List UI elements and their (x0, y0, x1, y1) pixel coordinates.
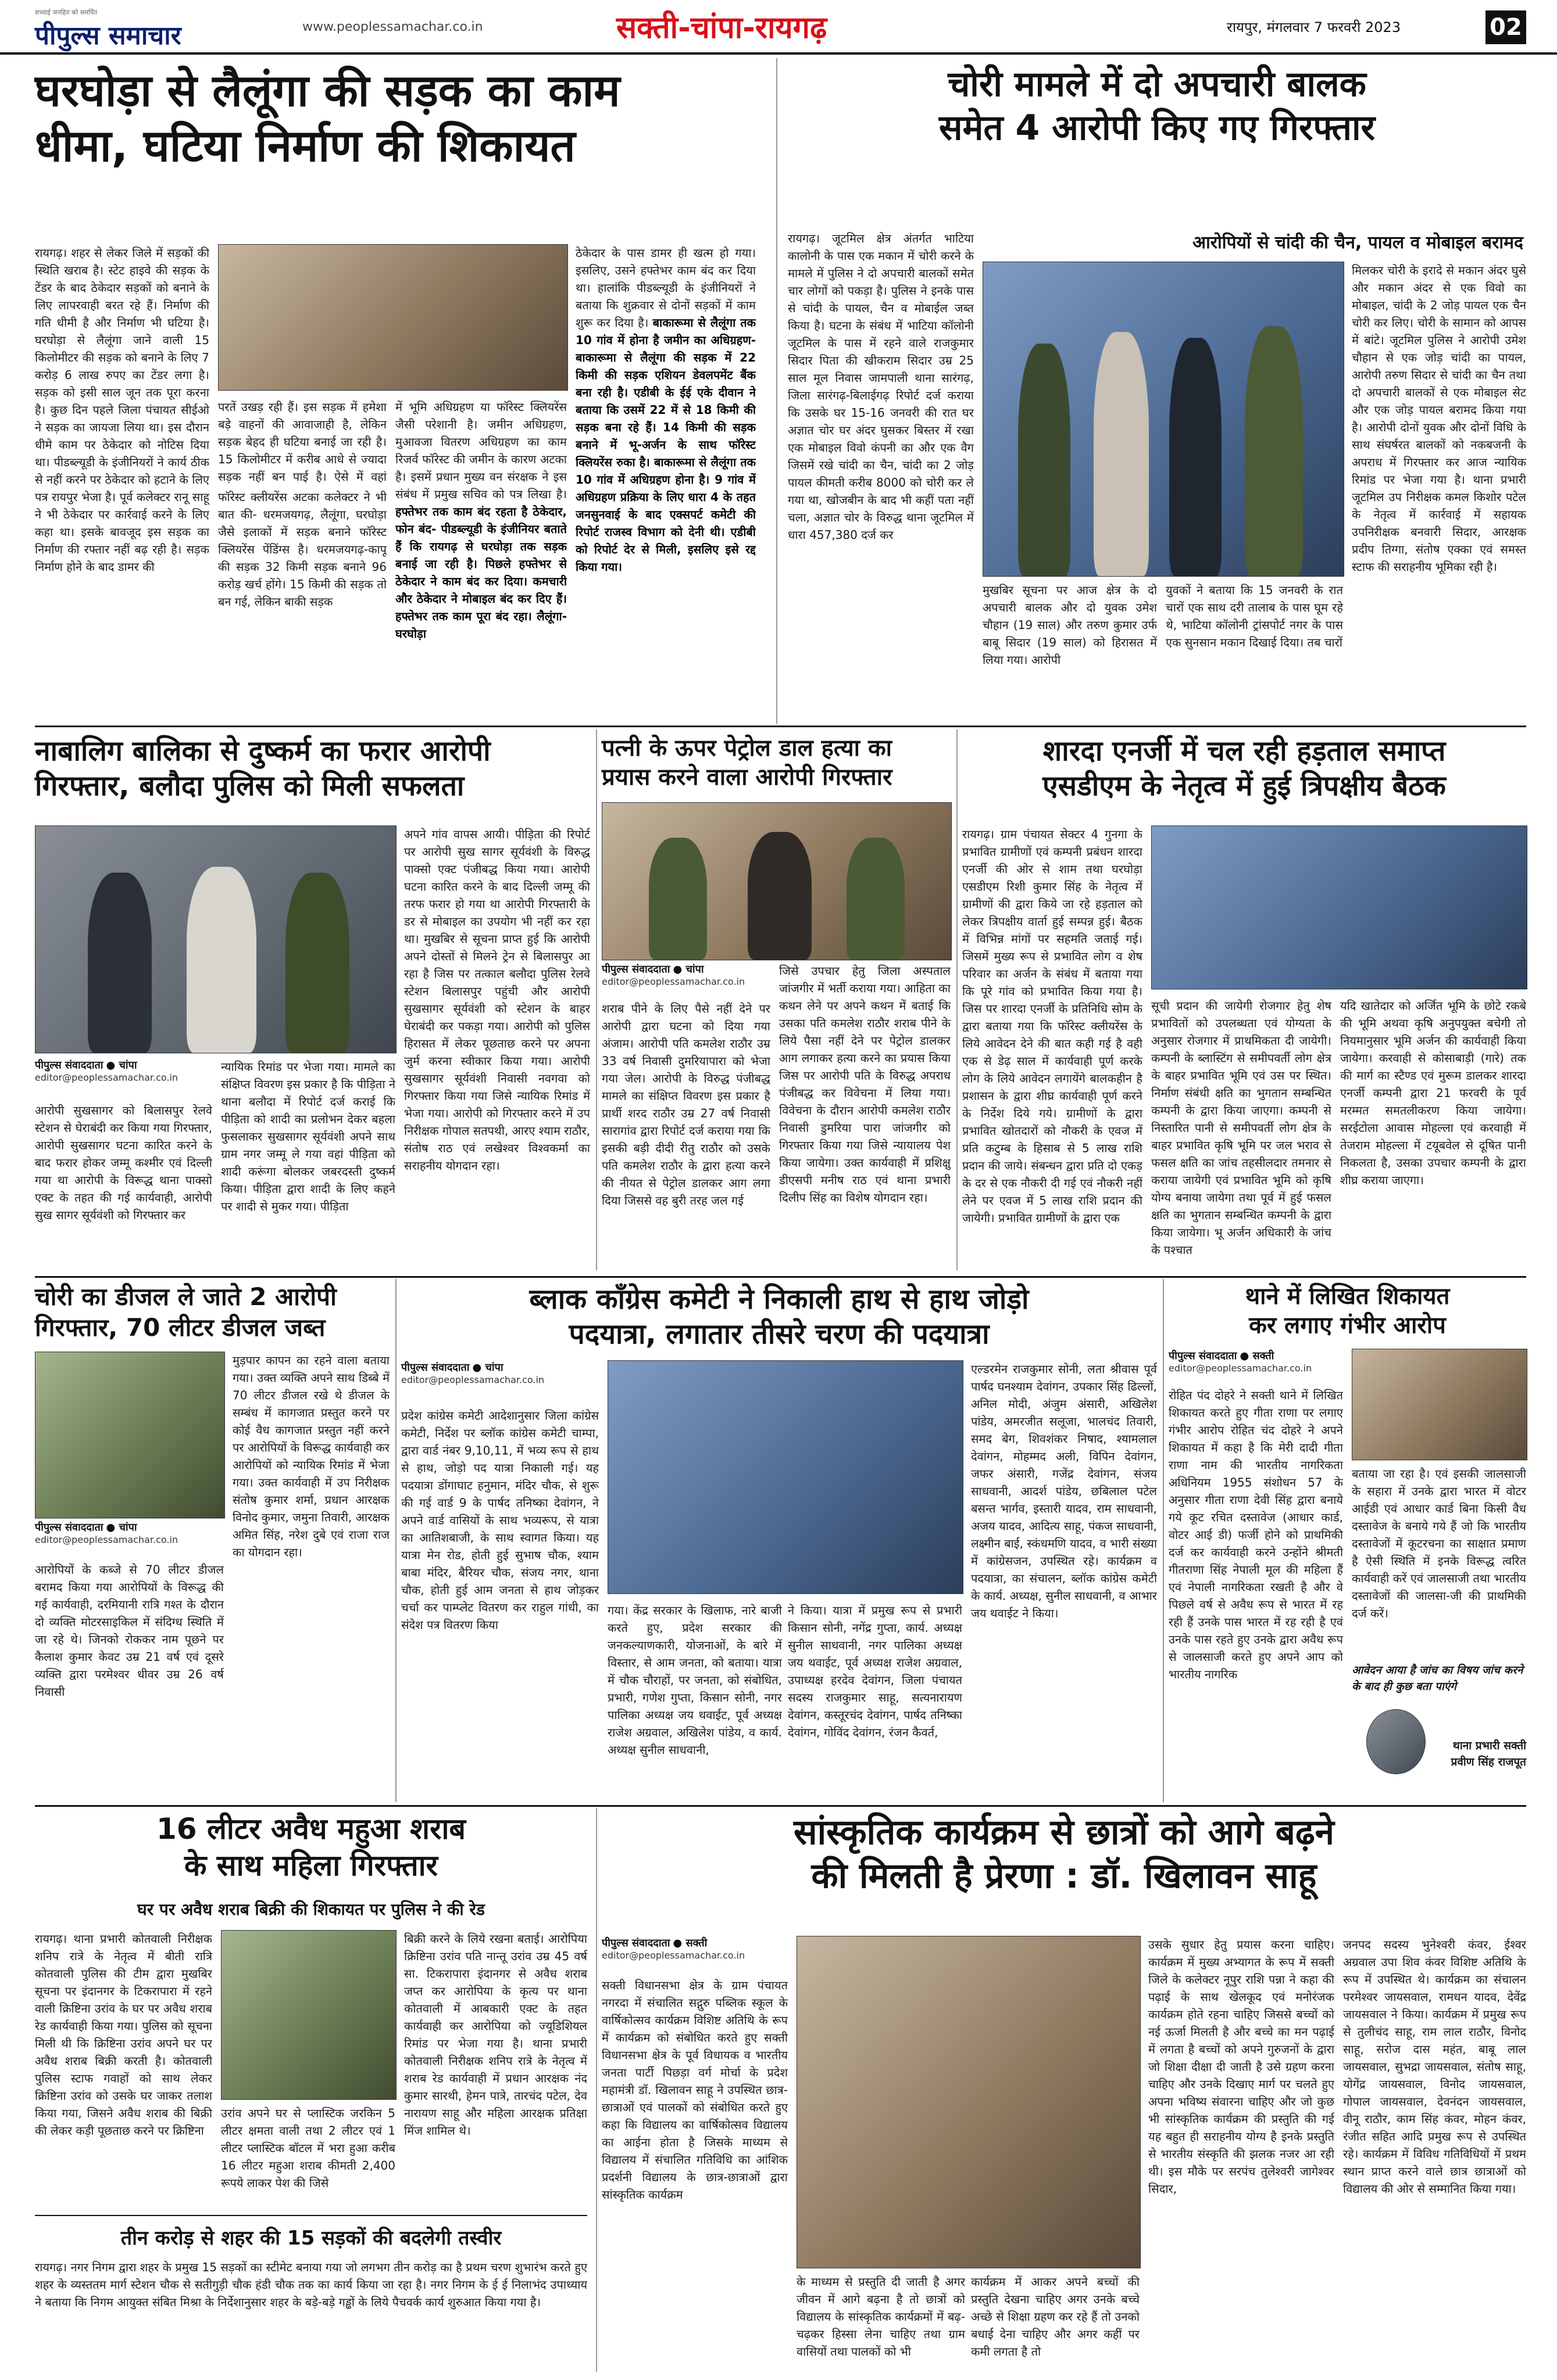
headline-line-1: घरघोड़ा से लैलूंगा की सड़क का काम (35, 65, 620, 116)
byline-separator: ● (673, 1937, 686, 1949)
byline-author: पीपुल्स संवाददाता (401, 1361, 470, 1374)
byline-separator: ● (106, 1059, 119, 1071)
byline (1169, 1349, 1343, 1374)
headline-line-2: एसडीएम के नेतृत्व में हुई त्रिपक्षीय बैठक (1042, 770, 1446, 802)
column-divider (1163, 1279, 1164, 1802)
accused-photo (602, 802, 952, 960)
article-column: मिलकर चोरी के इरादे से मकान अंदर घुसे और मकान अंदर से एक विवो का मोबाइल, चांदी के 2 जोड़ पायल एक चैन चोरी कर लिए। चोरी के सामान को आपस में बांटे। जूटमिल पुलिस ने आरोपी उमेश चौहान से एक जोड़ चांदी का पायल, आरोपी तरुण सिदार से चांदी का चैन तथा दो अपचारी बालकों से एक मोबाइल सेट और एक जोड़ पायल बरामद किया गया है। आरोपी दोनों युवक और दोनों विधि के साथ संघर्षरत बालकों को नकबजनी के अपराध में गिरफ्तार कर आज न्यायिक रिमांड पर भेजा गया है। थाना प्रभारी जूटमिल उप निरीक्षक कमल किशोर पटेल के नेतृत्व में कार्रवाई में सहायक उपनिरीक्षक बनवारी सिदार, आरक्षक प्रदीप तिग्गा, संतोष एक्का एवं समस्त स्टाफ की सराहनीय भूमिका रही है। (1352, 263, 1526, 574)
article-column: सूची प्रदान की जायेगी रोजगार हेतु शेष प्रभावितों को उपलब्धता एवं योग्यता के अनुसार रोजगार में प्राथमिकता दी जायेगी। कम्पनी के ब्लास्टिंग से समीपवर्ती लोग क्षेत्र के बाहर प्रभावित भूमि एवं उस पर स्थित। निर्माण संबंधी क्षति का भुगतान सम्बन्धित कम्पनी के द्वारा किया जाएगा। कम्पनी से निस्तारित पानी से समीपवर्ती लोग क्षेत्र के बाहर प्रभावित कृषि भूमि पर जल भराव से फसल क्षति का जांच तहसीलदार तमनार से कराया जायेगी एवं प्रभावित भूमि को कृषि योग्य बनाया जायेगा तथा पूर्व में हुई फसल क्षति का भुगतान सम्बन्धित कम्पनी के द्वारा किया जायेगा। भू अर्जन अधिकारी के जांच के पश्चात (1151, 999, 1331, 1257)
column-divider (596, 730, 597, 1270)
headline-line-2: कर लगाए गंभीर आरोप (1249, 1312, 1446, 1339)
paragraph: हफ्तेभर तक काम बंद रहता है ठेकेदार, फोन बंद- पीडब्ल्यूडी के इंजीनियर बताते हैं कि रायगढ़ से घरघोड़ा तक सड़क बनाई जा रही है। पिछले हफ्तेभर से ठेकेदार ने काम बंद कर दिया। कमचारी और ठेकेदार ने मोबाइल बंद कर दिए हैं। हफ्तेभर तक काम पूरा बंद रहा। लैलूंगा-घरघोड़ा (395, 505, 567, 641)
article-column: फॉरेस्ट क्लीयरेंस अटका कलेक्टर ने भी बात की- धरमजयगढ़, लैलूंगा, घरघोड़ा जैसे इलाकों में सड़क बनाने फॉरेस्ट क्लियरेंस पेंडिंग्स है। धरमजयगढ़-कापू की सड़क 32 किमी सड़क बनाने 96 करोड़ खर्च होंगे। 15 किमी की सड़क तो बन गई, लेकिन बाकी सड़क (218, 490, 387, 609)
headline-road-work[interactable] (35, 63, 767, 173)
officer-portrait (1366, 1709, 1426, 1774)
article-column: न्यायिक रिमांड पर भेजा गया। मामले का संक्षिप्त विवरण इस प्रकार है कि पीड़िता ने थाना बलौदा में रिपोर्ट दर्ज कराई कि पीड़िता को शादी का प्रलोभन देकर बहला फुसलाकर सुखसागर सूर्यवंशी अपने साथ ग्राम नगर जम्मू ले गया वहां पीड़िता को शादी करूंगा बोलकर जबरदस्ती दुष्कर्म किया। पीड़िता द्वारा शादी के लिए कहने पर शादी से मुकर गया। पीड़िता (221, 1060, 395, 1213)
headline-petrol-attack[interactable] (602, 734, 951, 792)
column-divider (956, 730, 958, 1270)
byline-email[interactable]: editor@peoplessamachar.co.in (602, 976, 745, 987)
byline-place: चांपा (485, 1361, 503, 1374)
paragraph: बाकारूमा से लैलूंगा तक 10 गांव में होना है जमीन का अधिग्रहण- बाकारूमा से लैलूंगा की सड़क में 22 किमी की सड़क एशियन डेवलपमेंट बैंक बना रही है। एडीबी के ईई एके दीवान ने बताया कि उसमें 22 में से 18 किमी की सड़क बना रहे हैं। 14 किमी की सड़क बनाने में भू-अर्जन के साथ फॉरेस्ट क्लियरेंस रुका है। बाकारूमा से लैलूंगा तक 10 गांव में अधिग्रहण होना है। 9 गांव में अधिग्रहण प्रक्रिया के लिए धारा 4 के तहत जनसुनवाई के बाद एक्सपर्ट कमेटी की रिपोर्ट राजस्व विभाग को देनी थी। एडीबी को रिपोर्ट देर से मिली, इसलिए इसे रद्द किया गया। (576, 316, 756, 574)
article-column: के माध्यम से प्रस्तुति दी जाती है अगर जीवन में आगे बढ़ना है तो छात्रों को विद्यालय के सांस्कृतिक कार्यक्रमों में बढ़-चढ़कर हिस्सा लेना चाहिए तथा ग्राम वासियों तथा पालकों को भी (797, 2275, 965, 2358)
section-divider (35, 1805, 1526, 1807)
article-column: मुखबिर सूचना पर आज क्षेत्र के दो अपचारी बालक और दो युवक उमेश चौहान (19 साल) और तरुण कुमार उर्फ बाबू सिदार (19 साल) को हिरासत में लिया गया। आरोपी (983, 583, 1157, 667)
section-divider (35, 1276, 1526, 1278)
accused-photo (35, 826, 397, 1053)
headline-line-1: शारदा एनर्जी में चल रही हड़ताल समाप्त (1042, 735, 1446, 767)
headline-minor-assault[interactable] (35, 734, 593, 803)
section-divider (35, 726, 1526, 727)
article-column: उसके सुधार हेतु प्रयास करना चाहिए। कार्यक्रम में मुख्य अभ्यागत के रूप में सक्ती जिले के कलेक्टर नूपुर राशि पन्ना ने कहा की पढ़ाई के साथ खेलकूद एवं मनोरंजक कार्यक्रम होते रहना चाहिए जिससे बच्चों को नई ऊर्जा मिलती है और बच्चे का मन पढ़ाई में लगता है बच्चों को अपने गुरुजनों के द्वारा जो शिक्षा दीक्षा दी जाती है उसे ग्रहण करना चाहिए और उनके दिखाए मार्ग पर चलते हुए अपना भविष्य संवारना चाहिए और जो कुछ भी सांस्कृतिक कार्यक्रम की प्रस्तुति की गई यह बहुत ही सराहनीय योग्य है इनके प्रस्तुति से भारतीय संस्कृति की झलक नजर आ रही थी। इस मौके पर सरपंच तुलेश्वरी जागेश्वर सिदार, (1148, 1938, 1334, 2196)
byline-separator: ● (673, 963, 686, 975)
headline-line-1: सांस्कृतिक कार्यक्रम से छात्रों को आगे बढ़ने (794, 1812, 1334, 1853)
byline-email[interactable]: editor@peoplessamachar.co.in (602, 1950, 745, 1961)
byline-place: चांपा (119, 1521, 137, 1534)
byline (35, 1520, 224, 1545)
article-column: जिसे उपचार हेतु जिला अस्पताल जांजगीर में भर्ती कराया गया। आहिता का कथन लेने पर अपने कथन में बताई कि उसका पति कमलेश राठौर शराब पीने के लिये पैसा नहीं देने पर पेट्रोल डालकर आग लगाकर हत्या करने का प्रयास किया जिस पर आरोपी पति के विरुद्ध अपराध पंजीबद्ध कर विवेचना में लिया गया। विवेचना के दौरान आरोपी कमलेश राठौर निवासी डुमरिया पारा जांजगीर को गिरफ्तार किया गया जिसे न्यायालय पेश किया जायेगा। उक्त कार्यवाही में प्रशिक्षु डीएसपी मनीष राठ एवं थाना प्रभारी दिलीप सिंह का विशेष योगदान रहा। (779, 964, 951, 1205)
article-column: रायगढ़। नगर निगम द्वारा शहर के प्रमुख 15 सड़कों का स्टीमेट बनाया गया जो लगभग तीन करोड़ का है प्रथम चरण शुभारंभ करते हुए शहर के व्यस्ततम मार्ग स्टेशन चौक से सतीगुड़ी चौक हंडी चौक तक का कार्य किया जा रहा है। नगर निगम के ई ई निलाभंद उपाध्याय ने बताया कि निगम आयुक्त संबित मिश्रा के निर्देशानुसार शहर के बड़े-बड़े गड्ढों के लिये पैचवर्क कार्य शुरुआत किया गया है। (35, 2260, 587, 2309)
headline-line-2: गिरफ्तार, बलौदा पुलिस को मिली सफलता (35, 770, 465, 802)
byline-place: सक्ती (685, 1937, 708, 1949)
headline-diesel-theft[interactable] (35, 1282, 384, 1343)
byline-author: पीपुल्स संवाददाता (602, 963, 670, 975)
byline-author: पीपुल्स संवाददाता (602, 1937, 670, 1949)
attribution-name: प्रवीण सिंह राजपूत (1451, 1755, 1526, 1768)
headline-line-1: नाबालिग बालिका से दुष्कर्म का फरार आरोपी (35, 735, 491, 767)
quote-attribution (1430, 1738, 1526, 1770)
road-photo (218, 244, 568, 391)
headline-police-complaint[interactable] (1169, 1282, 1526, 1340)
subheadline: तीन करोड़ से शहर की 15 सड़कों की बदलेगी तस्वीर (120, 2227, 502, 2250)
article-column: युवकों ने बताया कि 15 जनवरी के रात चारों एक साथ दरी तालाब के पास घूम रहे थे, भाटिया कॉलोनी ट्रांसपोर्ट नगर के पास एक सुनसान मकान दिखाई दिया। तब चारों (1166, 583, 1343, 649)
byline-email[interactable]: editor@peoplessamachar.co.in (35, 1072, 178, 1083)
subheadline: घर पर अवैध शराब बिक्री की शिकायत पर पुलिस ने की रेड (137, 1900, 485, 1919)
dateline: रायपुर, मंगलवार 7 फरवरी 2023 (1227, 19, 1401, 35)
event-photo (797, 1936, 1141, 2268)
article-column: ने किया। यात्रा में प्रमुख रूप से प्रभारी किसान सोनी, नगेंद्र गुप्ता, कार्य. अध्यक्ष सुनील साधवानी, नगर पालिका अध्यक्ष जय थवाईट, पूर्व अध्यक्ष राजेश अग्रवाल, उपाध्यक्ष हरदेव देवांगन, जिला पंचायत सदस्य राजकुमार साहू, सत्यनारायण देवांगन, कस्तूरचंद देवांगन, पार्षद तनिष्का देवांगन, गोविंद देवांगन, रंजन कैवर्त, (788, 1603, 962, 1739)
article-column: आरोपी सुखसागर को बिलासपुर रेलवे स्टेशन से घेराबंदी कर किया गया गिरफ्तार, आरोपी सुखसागर घटना कारित करने के बाद फरार होकर जम्मू कश्मीर एवं दिल्ली गया था आरोपी के विरूद्ध थाना पाक्सो एक्ट के तहत की गई कार्यवाही, आरोपी सुख सागर सूर्यवंशी को गिरफ्तार कर (35, 1103, 212, 1222)
article-column: जनपद सदस्य भुनेश्वरी कंवर, ईश्वर अग्रवाल उपा शिव कंवर विशिष्ट अतिथि के रूप में उपस्थित थे। कार्यक्रम का संचालन परमेश्वर जायसवाल, रामधन यादव, देवेंद्र जायसवाल ने किया। कार्यक्रम में प्रमुख रूप से तुलीचंद साहू, राम लाल राठौर, विनोद साहू, सरोज दास महंत, बाबू लाल जायसवाल, सुभद्रा जायसवाल, संतोष साहू, योगेंद्र जायसवाल, विनोद जायसवाल, गोपाल जायसवाल, देवनंदन जायसवाल, वीनू राठौर, काम सिंह कंवर, मोहन कंवर, रंजीत सहित आदि प्रमुख रूप से उपस्थित रहे। कार्यक्रम में विविध गतिविधियों में प्रथम स्थान प्राप्त करने वाले छात्र छात्राओं को विद्यालय की ओर से सम्मानित किया गया। (1343, 1938, 1526, 2196)
headline-liquor-seizure[interactable] (35, 1811, 587, 1884)
article-column: मुड़पार कापन का रहने वाला बताया गया। उक्त व्यक्ति अपने साथ डिब्बे में 70 लीटर डीजल रखे थे डीजल के सम्बंध में कागजात प्रस्तुत करने पर कोई वैध कागजात प्रस्तुत नहीं करने पर आरोपियों के विरूद्ध कार्यवाही कर आरोपियों को न्यायिक रिमांड में भेजा गया। उक्त कार्यवाही में उप निरीक्षक संतोष कुमार शर्मा, प्रधान आरक्षक विनोद कुमार, जमुना तिवारी, आरक्षक अमित सिंह, नरेश दुबे एवं राजा राज का योगदान रहा। (233, 1353, 390, 1559)
logo-tagline: सच्चाई जनहित को समर्पित (35, 9, 98, 16)
byline-email[interactable]: editor@peoplessamachar.co.in (35, 1534, 178, 1545)
column-divider (596, 1808, 597, 2372)
seized-diesel-photo (35, 1352, 225, 1518)
attribution-title: थाना प्रभारी सक्ती (1452, 1739, 1526, 1752)
newspaper-logo (35, 8, 181, 52)
byline-email[interactable]: editor@peoplessamachar.co.in (401, 1374, 545, 1385)
headline-line-2: पदयात्रा, लगातार तीसरे चरण की पदयात्रा (569, 1318, 990, 1350)
website-url[interactable]: www.peoplessamachar.co.in (302, 20, 483, 34)
byline-author: पीपुल्स संवाददाता (35, 1521, 103, 1534)
column-divider (776, 58, 777, 724)
headline-line-2: समेत 4 आरोपी किए गए गिरफ्तार (938, 108, 1376, 148)
article-column (395, 398, 567, 721)
headline-line-2: गिरफ्तार, 70 लीटर डीजल जब्त (35, 1313, 326, 1342)
headline-line-1: थाने में लिखित शिकायत (1245, 1283, 1450, 1310)
article-column: उरांव अपने घर से प्लास्टिक जरकिन 5 लीटर क्षमता वाली तथा 2 लीटर एवं 1 लीटर प्लास्टिक बॉटल में भरा हुआ करीब 16 लीटर महुआ शराब कीमती 2,400 रूपये लाकर पेश की जिसे (221, 2106, 395, 2190)
page-number: 02 (1485, 10, 1526, 44)
quote-caption: आवेदन आया है जांच का विषय जांच करने के बाद ही कुछ बता पाएंगे (1352, 1664, 1523, 1693)
accused-photo (983, 262, 1344, 577)
headline-line-1: 16 लीटर अवैध महुआ शराब (156, 1812, 466, 1846)
article-column: एल्डरमेन राजकुमार सोनी, लता श्रीवास पूर्व पार्षद घनश्याम देवांगन, उपकार सिंह ढिल्लों, अनिल मोदी, अंजुम अंसारी, अखिलेश पांडेय, अमरजीत सलूजा, भालचंद तिवारी, समद बेग, शिवशंकर निषाद, श्यामलाल देवांगन, मोहम्मद अली, विपिन देवांगन, जफर अंसारी, गजेंद्र देवांगन, संजय साधवानी, आदर्श पांडेय, छबिलाल पटेल बसन्त भार्गव, इस्तारी यादव, राम साधवानी, अजय यादव, आदित्य साहू, पंकज साधवानी, लक्ष्मीन बाई, स्कंधमणि यादव, व भारी संख्या में कांग्रेसजन, उपस्थित रहे। कार्यक्रम व पदयात्रा, का संचालन, ब्लॉक कांग्रेस कमेटी के कार्य. अध्यक्ष, सुनील साधवानी, व आभार जय थवाईट ने किया। (971, 1362, 1157, 1620)
meeting-photo (1151, 826, 1527, 989)
section-divider (35, 2215, 587, 2216)
article-column: कार्यक्रम में आकर अपने बच्चों की प्रस्तुति देखना चाहिए अगर उनके बच्चे अच्छे से शिक्षा ग्रहण कर रहे हैं तो उनको बधाई देना चाहिए और अगर कहीं पर कमी लगता है तो (971, 2275, 1140, 2358)
headline-cultural-program[interactable] (602, 1811, 1526, 1898)
byline-separator: ● (472, 1361, 485, 1374)
headline-line-1: पत्नी के ऊपर पेट्रोल डाल हत्या का (602, 735, 892, 762)
byline-author: पीपुल्स संवाददाता (1169, 1350, 1237, 1362)
rally-photo (608, 1360, 963, 1594)
column-divider (395, 1279, 397, 1802)
article-column: रायगढ़। ग्राम पंचायत सेक्टर 4 गुनगा के प्रभावित ग्रामीणों एवं कम्पनी प्रबंधन शारदा एनर्जी की ओर से शाम तथा घरघोड़ा एसडीएम रिशी कुमार सिंह के नेतृत्व में ग्रामीणों की द्वारा किये जा रहे हड़ताल को लेकर त्रिपक्षीय वार्ता हुई सम्पन्न हुई। बैठक में विभिन्न मांगों पर सहमति जताई गई। जिसमें मुख्य रूप से प्रभावित लोग व शेष परिवार का अर्जन के संबंध में बताया गया कि पूरे गांव को प्रभावित किया गया है। जिस पर शारदा एनर्जी के प्रतिनिधि सोम के द्वारा बताया गया कि फॉरेस्ट क्लीयरेंस के लिये आवेदन देने की बात कही गई है वही एक से डेढ़ साल में कार्यवाही पूर्ण करके लोग के लिये आवेदन लगायेंगे बालकहीन है प्रशासन के द्वारा शीघ्र कार्यवाही पूर्ण करने के निर्देश दिये गये। ग्रामीणों के द्वारा प्रभावित खोतदारों को नौकरी के एवज में प्रति कटुम्ब के हिसाब से 5 लाख राशि प्रदान की जाये। संबन्धन द्वारा प्रति दो एकड़ के दर से एक नौकरी दी गई एवं नौकरी नहीं लेने पर एवज में 5 लाख राशि प्रदान की जायेगी। प्रभावित ग्रामीणों के द्वारा एक (962, 827, 1142, 1225)
byline-place: चांपा (119, 1059, 137, 1071)
liquor-photo (221, 1930, 397, 2100)
article-column: बताया जा रहा है। एवं इसकी जालसाजी के सहारा में उनके द्वारा भारत में वोटर आईडी एवं आधार कार्ड बिना किसी वैध दस्तावेज के बनाये गये हैं जो कि भारतीय दस्तावेजों में कूटरचना का साक्षात प्रमाण है ऐसी स्थिति में इनके विरूद्ध त्वरित कार्यवाही करें एवं जालसाजी तथा भारतीय दस्तावेजों की जालसा-जी की प्राथमिकी दर्ज करें। (1352, 1467, 1526, 1620)
paragraph: में भूमि अधिग्रहण या फॉरेस्ट क्लियरेंस जैसी परेशानी है। जमीन अधिग्रहण, मुआवजा वितरण अधिग्रहण का काम रिजर्व फॉरेस्ट की जमीन के कारण अटका है। इसमें प्रधान मुख्य वन संरक्षक ने इस संबंध में प्रमुख सचिव को पत्र लिखा है। (395, 400, 567, 501)
article-column: परतें उखड़ रही हैं। इस सड़क में हमेशा बड़े वाहनों की आवाजाही है, लेकिन सड़क बेहद ही घटिया बनाई जा रही है। 15 किलोमीटर में करीब आधे से ज्यादा सड़क नहीं बन पाई है। ऐसे में वहां (218, 400, 387, 484)
headline-congress-padyatra[interactable] (401, 1282, 1157, 1352)
paragraph: ठेकेदार के पास डामर ही खत्म हो गया। इसलिए, उसने हफ्तेभर काम बंद कर दिया था। हालांकि पीडब्ल्यूडी के इंजीनियरों ने बताया कि शुक्रवार से दोनों सड़कों में काम शुरू कर दिया है। (576, 246, 756, 330)
headline-line-1: चोरी का डीजल ले जाते 2 आरोपी (35, 1282, 337, 1311)
article-column: रायगढ़। शहर से लेकर जिले में सड़कों की स्थिति खराब है। स्टेट हाइवे की सड़क के टेंडर के बाद ठेकेदार सड़कों को बनाने के लिए लापरवाही बरत रहे हैं। निर्माण की गति धीमी है और निर्माण भी घटिया है। घरघोड़ा से लैलूंगा जाने वाली 15 किलोमीटर की सड़क को बनाने के लिए 7 करोड़ 6 लाख रुपए का टेंडर लगा है। सड़क को इसी साल जून तक पूरा करना है। कुछ दिन पहले जिला पंचायत सीईओ ने सड़क का जायजा लिया था। इस दौरान धीमे काम पर ठेकेदार को नोटिस दिया था। पीडब्ल्यूडी के इंजीनियरों ने कार्य ठीक से नहीं करने पर ठेकेदार को हटाने के लिए पत्र रायपुर भेजा है। पूर्व कलेक्टर रानू साहू ने भी ठेकेदार पर कार्रवाई करने के लिए कहा था। इसके बावजूद इस सड़क का निर्माण की रफ्तार नहीं बढ़ रही है। सड़क निर्माण होने के बाद डामर की (35, 246, 209, 574)
article-column: शराब पीने के लिए पैसे नहीं देने पर आरोपी द्वारा घटना को दिया गया अंजाम। आरोपी पति कमलेश राठौर उम्र 33 वर्ष निवासी दुमरियापारा को भेजा गया जेल। आरोपी के विरुद्ध पंजीबद्ध मामले का संक्षिप्त विवरण इस प्रकार है प्रार्थी शरद राठौर उम्र 27 वर्ष निवासी सारागांव द्वारा रिपोर्ट दर्ज कराया गया कि इसकी बड़ी दीदी रीतु राठौर को उसके पति कमलेश राठौर के द्वारा हत्या करने की नीयत से पेट्रोल डालकर आग लगा दिया जिससे वह बुरी तरह जल गई (602, 1002, 770, 1207)
headline-strike-ends[interactable] (962, 734, 1526, 803)
logo-text: पीपुल्स समाचार (35, 21, 181, 51)
byline (602, 1936, 788, 1961)
headline-line-2: के साथ महिला गिरफ्तार (184, 1848, 438, 1882)
article-column: प्रदेश कांग्रेस कमेटी आदेशानुसार जिला कांग्रेस कमेटी, निर्देश पर ब्लॉक कांग्रेस कमेटी चाम्पा, द्वारा वार्ड नंबर 9,10,11, में भव्य रूप से हाथ से हाथ, जोड़ो पद यात्रा निकाली गई। यह पदयात्रा डोंगाघाट हनुमान, मंदिर चौक, से शुरू की गई वार्ड 9 के पार्षद तनिष्का देवांगन, ने अपने वार्ड वासियों के साथ भव्यरूप, से यात्रा का आतिशबाजी, के साथ स्वागत किया। यह यात्रा मेन रोड, होती हुई सुभाष चौक, श्याम बाबा मंदिर, बैरियर चौक, संजय नगर, थाना चौक, होती हुई आम जनता से हाथ जोड़कर चर्चा कर पाम्प्लेट वितरण कर राहुल गांधी, का संदेश पत्र वितरण किया (401, 1409, 599, 1632)
headline-line-2: की मिलती है प्रेरणा : डॉ. खिलावन साहू (811, 1856, 1317, 1896)
headline-line-2: प्रयास करने वाला आरोपी गिरफ्तार (602, 764, 892, 791)
article-column: आरोपियों के कब्जे से 70 लीटर डीजल बरामद किया गया आरोपियों के विरूद्ध की गई कार्यवाही, दरमियानी रात्रि गश्त के दौरान दो व्यक्ति मोटरसाइकिल में संदिग्ध स्थिति में जा रहे थे। जिनको रोककर नाम पूछने पर कैलाश कुमार केवट उम्र 21 वर्ष एवं दूसरे व्यक्ति द्वारा परमेश्वर धीवर उम्र 26 वर्ष निवासी (35, 1563, 224, 1699)
byline-separator: ● (106, 1521, 119, 1534)
byline (401, 1360, 599, 1385)
section-title: सक्ती-चांपा-रायगढ़ (616, 10, 827, 45)
subheadline: आरोपियों से चांदी की चैन, पायल व मोबाइल बरामद (1192, 233, 1523, 253)
article-column: सक्ती विधानसभा क्षेत्र के ग्राम पंचायत नगरदा में संचालित सद्गुरु पब्लिक स्कूल के वार्षिकोत्सव कार्यक्रम विशिष्ट अतिथि के रूप में कार्यक्रम को संबोधित करते हुए सक्ती विधानसभा क्षेत्र के पूर्व विधायक व भारतीय जनता पार्टी पिछड़ा वर्ग मोर्चा के प्रदेश महामंत्री डॉ. खिलावन साहू ने उपस्थित छात्र-छात्राओं एवं पालकों को संबोधित करते हुए कहा कि विद्यालय का वार्षिकोत्सव विद्यालय का आईना होता है जिसके माध्यम से विद्यालय में संचालित गतिविधि का आंशिक प्रदर्शनी विद्यालय के छात्र-छात्राओं द्वारा सांस्कृतिक कार्यक्रम (602, 1978, 788, 2202)
byline-author: पीपुल्स संवाददाता (35, 1059, 103, 1071)
article-column: रोहित पंद दोहरे ने सक्ती थाने में लिखित शिकायत करते हुए गीता राणा पर लगाए गंभीर आरोप रोहित चंद दोहरे ने अपने शिकायत में कहा है कि मेरी दादी गीता राणा नाम की भारतीय नागरिकता अधिनियम 1955 संशोधन 57 के अनुसार गीता राणा देवी सिंह द्वारा बनाये गये कूट रचित दस्तावेज (आधार कार्ड, वोटर आई डी) फर्जी होने को प्राथमिकी दर्ज कर कार्यवाही करने उन्होंने श्रीमती गीतराणा सिंह नेपाली मूल की महिला हैं एवं नेपाली नागरिकता रखती है और वे पिछले वर्ष से अवैध रूप से भारत में रह रही हैं उनके पास भारत में रह रही है एवं उनके पास रहते हुए उनके द्वारा अवैध रूप से जालसाजी करते हुए अपने आप को भारतीय नागरिक (1169, 1388, 1343, 1681)
article-column: बिक्री करने के लिये रखना बताई। आरोपिया क्रिष्टिना उरांव पति नान्तू उरांव उम्र 45 वर्ष सा. टिकरापारा इंदानगर से अवैध शराब जप्त कर आरोपिया के कृत्य पर थाना कोतवाली में आबकारी एक्ट के तहत कार्यवाही कर आरोपिया को ज्यूडिशियल रिमांड पर भेजा गया है। थाना प्रभारी कोतवाली निरीक्षक शनिप रात्रे के नेतृत्व में शराब रेड कार्यवाही में प्रधान आरक्षक नंद कुमार सारथी, हेमन पात्रे, तारचंद पटेल, देव नारायण साहू और महिला आरक्षक प्रतिक्षा मिंज शामिल थे। (404, 1932, 587, 2138)
byline-place: सक्ती (1252, 1350, 1274, 1362)
headline-line-1: चोरी मामले में दो अपचारी बालक (948, 64, 1366, 105)
article-column: रायगढ़। जूटमिल क्षेत्र अंतर्गत भाटिया कालोनी के पास एक मकान में चोरी करने के मामले में पुलिस ने दो अपचारी बालकों समेत चार लोगों को पकड़ा है। पुलिस ने इनके पास से चांदी के पायल, चैन व मोबाईल जब्त किया है। घटना के संबंध में भाटिया कॉलोनी जूटमिल के पास में रहने वाले राजकुमार सिदार पिता की खीकराम सिदार उम्र 25 साल मूल निवास जामपाली थाना सारंगढ़, जिला सारंगढ़-बिलाईगढ़ रिपोर्ट दर्ज कराया कि उसके घर 15-16 जनवरी की रात घर अज्ञात चोर घर अंदर घुसकर बिस्तर में रखा एक मोबाइल विवो कंपनी का और एक वैग जिसमें रखे चांदी का चैन, चांदी का 2 जोड़ पायल कीमती करीब 8000 को चोरी कर ले गया था, खोजबीन के बाद भी कहीं पता नहीं चला, अज्ञात चोर के विरुद्ध थाना जूटमिल में धारा 457,380 दर्ज कर (788, 231, 974, 542)
byline-email[interactable]: editor@peoplessamachar.co.in (1169, 1363, 1312, 1374)
article-column: गया। केंद्र सरकार के खिलाफ, नारे बाजी करते हुए, प्रदेश सरकार की जनकल्याणकारी, योजनाओं, के बारे में विस्तार, से आम जनता, को बताया। यात्रा में चौक चौराहों, पर जनता, को संबोधित, प्रभारी, गणेश गुप्ता, किसान सोनी, नगर पालिका अध्यक्ष जय थवाईट, पूर्व अध्यक्ष राजेश अग्रवाल, अखिलेश पांडेय, व कार्य. अध्यक्ष सुनील साधवानी, (608, 1603, 782, 1757)
headline-theft-arrest[interactable] (788, 63, 1526, 150)
headline-line-1: ब्लाक कॉंग्रेस कमेटी ने निकाली हाथ से हाथ जोड़ो (529, 1283, 1029, 1316)
article-column: यदि खातेदार को अर्जित भूमि के छोटे रकबे की भूमि अथवा कृषि अनुपयुक्त बचेगी तो नियमानुसार भूमि अर्जन की कार्यवाही किया जायेगा। करवाही से कोसाबाड़ी (गारे) तक की मार्ग का स्टैण्ड एवं मुरूम डालकर शारदा एनर्जी कम्पनी द्वारा 21 फरवरी के पूर्व मरम्मत समतलीकरण किया जायेगा। सरईटोला आवास मोहल्ला एवं करवाही में तेजराम मोहल्ला में टयूबवेल से दूषित पानी निकलता है, उसका उपचार कम्पनी के द्वारा शीघ्र कराया जाएगा। (1340, 999, 1526, 1187)
byline-separator: ● (1240, 1350, 1253, 1362)
byline-place: चांपा (685, 963, 704, 975)
article-column (576, 244, 756, 721)
headline-line-2: धीमा, घटिया निर्माण की शिकायत (35, 120, 576, 171)
article-column: अपने गांव वापस आयी। पीड़िता की रिपोर्ट पर आरोपी सुख सागर सूर्यवंशी के विरुद्ध पाक्सो एक्ट पंजीबद्ध किया गया। आरोपी घटना कारित करने के बाद दिल्ली जम्मू की तरफ फरार हो गया था आरोपी गिरफ्तारी के डर से मोबाइल का उपयोग भी नहीं कर रहा था। मुखबिर से सूचना प्राप्त हुई कि आरोपी अपने दोस्तों से मिलने ट्रेन से बिलासपुर आ रहा है जिस पर तत्काल बलौदा पुलिस रेलवे स्टेशन बिलासपुर पहुंची और आरोपी सुखसागर सूर्यवंशी को स्टेशन के बाहर घेराबंदी कर पकड़ा गया। आरोपी को पुलिस हिरासत में लेकर पूछताछ करने पर अपना जुर्म करना स्वीकार किया गया। आरोपी सुखसागर सूर्यवंशी निवासी नवगवा को गिरफ्तार किया गया जिसे न्यायिक रिमांड में भेजा गया। आरोपी को गिरफ्तार करने में उप निरीक्षक गोपाल सतपथी, आरए श्याम राठौर, संतोष राठ एवं लखेश्वर विश्वकर्मा का सराहनीय योगदान रहा। (404, 827, 590, 1173)
masthead (0, 0, 1557, 55)
police-station-photo (1352, 1349, 1527, 1460)
article-column: रायगढ़। थाना प्रभारी कोतवाली निरीक्षक शनिप रात्रे के नेतृत्व में बीती रात्रि कोतवाली पुलिस की टीम द्वारा मुखबिर सूचना पर इंदानगर के टिकरापारा में रहने वाली क्रिष्टिना उरांव के घर पर अवैध शराब रेड कार्यवाही किया गया। पुलिस को सूचना मिली थी कि क्रिष्टिना उरांव अपने घर पर अवैध शराब बिक्री करती है। कोतवाली पुलिस स्टाफ गवाहों को साथ लेकर क्रिष्टिना उरांव को उसके घर जाकर तलाश किया गया, जिसने अवैध शराब की बिक्री की लेकर कड़ी पूछताछ करने पर क्रिष्टिना (35, 1932, 212, 2138)
